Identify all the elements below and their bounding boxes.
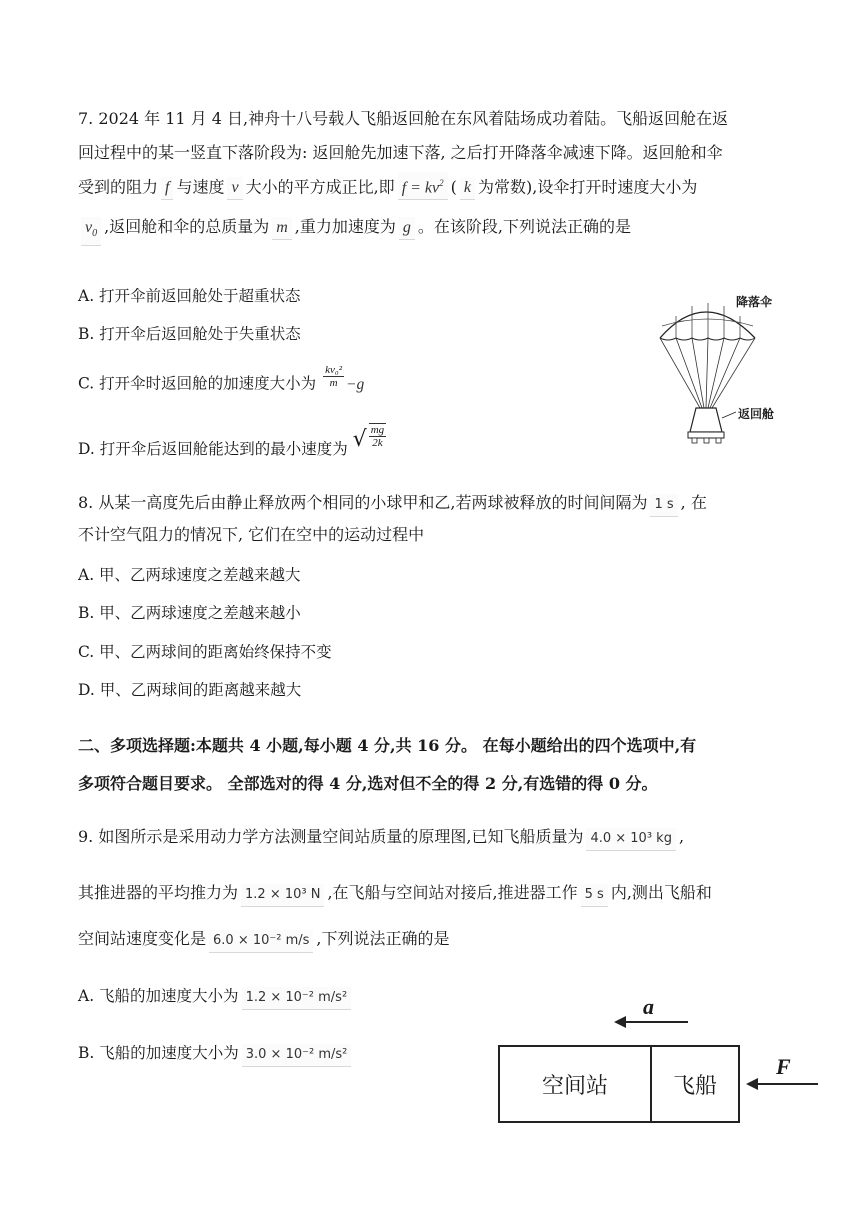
q7-line-3 <box>78 172 697 200</box>
q7-line-4 <box>78 216 631 246</box>
q7-option-d-text: D. 打开伞后返回舱能达到的最小速度为 <box>78 440 348 458</box>
q7-text: ,返回舱和伞的总质量为 <box>104 217 270 236</box>
fraction-num: kv₀² <box>325 364 342 376</box>
accel-arrow-icon <box>612 1014 692 1030</box>
q9-option-b <box>78 1042 354 1067</box>
q7-text: ,重力加速度为 <box>294 217 396 236</box>
formula-body: f = kv <box>401 179 440 197</box>
force-label: F <box>776 1054 791 1079</box>
symbol-f: f <box>161 177 173 200</box>
q7-text: 大小的平方成正比,即 <box>245 177 395 197</box>
interval-value: 1 s <box>650 494 677 517</box>
ship-mass: 4.0 × 10³ kg <box>586 828 676 851</box>
symbol-v0 <box>81 217 101 246</box>
fraction-num: mg <box>370 424 385 436</box>
q8-line-2: 不计空气阻力的情况下, 它们在空中的运动过程中 <box>78 525 425 544</box>
q7-text: 。在该阶段,下列说法正确的是 <box>417 217 631 236</box>
q9-line-1 <box>78 826 684 851</box>
symbol-m: m <box>272 217 292 240</box>
q9-text: 内,测出飞船和 <box>610 883 712 902</box>
capsule-label: 返回舱 <box>738 407 775 421</box>
force-arrow-icon <box>744 1076 820 1092</box>
q7-text: 受到的阻力 <box>78 177 159 197</box>
q8-option-b: B. 甲、乙两球速度之差越来越小 <box>78 604 301 622</box>
fraction-den: m <box>329 377 338 389</box>
q7-option-c-text: C. 打开伞时返回舱的加速度大小为 <box>78 374 317 393</box>
q9-text: 其推进器的平均推力为 <box>78 883 239 902</box>
thrust-value: 1.2 × 10³ N <box>241 884 324 907</box>
q8-option-a: A. 甲、乙两球速度之差越来越大 <box>78 566 301 584</box>
q9-text: 9. 如图所示是采用动力学方法测量空间站质量的原理图,已知飞船质量为 <box>78 827 584 846</box>
fraction-den: 2k <box>372 437 383 449</box>
spaceship-box: 飞船 <box>672 1073 717 1099</box>
symbol-v: v <box>227 177 242 200</box>
symbol-v0-sub: 0 <box>92 228 98 240</box>
parachute-label: 降落伞 <box>736 295 773 309</box>
q7-line-1: 7. 2024 年 11 月 4 日,神舟十八号载人飞船返回舱在东风着陆场成功着陆。飞船返回舱在返 <box>78 109 729 128</box>
q7-text: 与速度 <box>176 177 225 197</box>
q7-option-c <box>78 364 365 397</box>
q9-option-a-text: A. 飞船的加速度大小为 <box>78 987 239 1005</box>
velocity-change: 6.0 × 10⁻² m/s <box>209 930 313 953</box>
fraction-kv0-over-m <box>323 364 344 389</box>
q8-text: , 在 <box>680 493 707 512</box>
q7-line-2: 回过程中的某一竖直下落阶段为: 返回舱先加速下落, 之后打开降落伞减速下降。返回舱和伞 <box>78 143 723 162</box>
formula-f-kv2 <box>398 172 448 200</box>
q9-text: , <box>678 827 685 846</box>
symbol-v0-base: v <box>85 219 93 236</box>
q8-option-d: D. 甲、乙两球间的距离越来越大 <box>78 681 302 699</box>
sqrt-icon: √ <box>352 427 367 452</box>
q8-line-1 <box>78 492 707 517</box>
q7-option-d <box>78 424 388 463</box>
q7-option-b: B. 打开伞后返回舱处于失重状态 <box>78 325 301 343</box>
q9-line-2 <box>78 882 712 907</box>
q9-line-3 <box>78 928 450 953</box>
section-2-line-2: 多项符合题目要求。 全部选对的得 4 分,选对但不全的得 2 分,有选错的得 0 分。 <box>78 774 658 793</box>
q9-option-a <box>78 985 354 1010</box>
q7-option-a: A. 打开伞前返回舱处于超重状态 <box>78 287 301 305</box>
accel-value-a: 1.2 × 10⁻² m/s² <box>242 987 352 1010</box>
accel-value-b: 3.0 × 10⁻² m/s² <box>242 1044 352 1067</box>
q9-option-b-text: B. 飞船的加速度大小为 <box>78 1044 239 1062</box>
q7-text: 为常数),设伞打开时速度大小为 <box>478 177 698 197</box>
minus-g: −g <box>346 375 365 393</box>
docking-diagram <box>498 1045 740 1123</box>
section-2-line-1: 二、多项选择题:本题共 4 小题,每小题 4 分,共 16 分。 在每小题给出的四个选项中,有 <box>78 736 697 755</box>
q7-text: ( <box>450 177 457 197</box>
formula-exp: 2 <box>439 178 444 188</box>
parachute-figure <box>650 290 773 450</box>
q9-text: ,下列说法正确的是 <box>316 929 450 948</box>
fraction-mg-over-2k <box>369 423 386 449</box>
q9-text: ,在飞船与空间站对接后,推进器工作 <box>327 883 578 902</box>
symbol-g: g <box>399 217 415 240</box>
q9-text: 空间站速度变化是 <box>78 929 207 948</box>
symbol-k: k <box>460 177 475 200</box>
q8-text: 8. 从某一高度先后由静止释放两个相同的小球甲和乙,若两球被释放的时间间隔为 <box>78 493 648 512</box>
q8-option-c: C. 甲、乙两球间的距离始终保持不变 <box>78 643 332 661</box>
time-value: 5 s <box>581 884 608 907</box>
space-station-box: 空间站 <box>500 1047 652 1121</box>
accel-label: a <box>643 994 654 1019</box>
